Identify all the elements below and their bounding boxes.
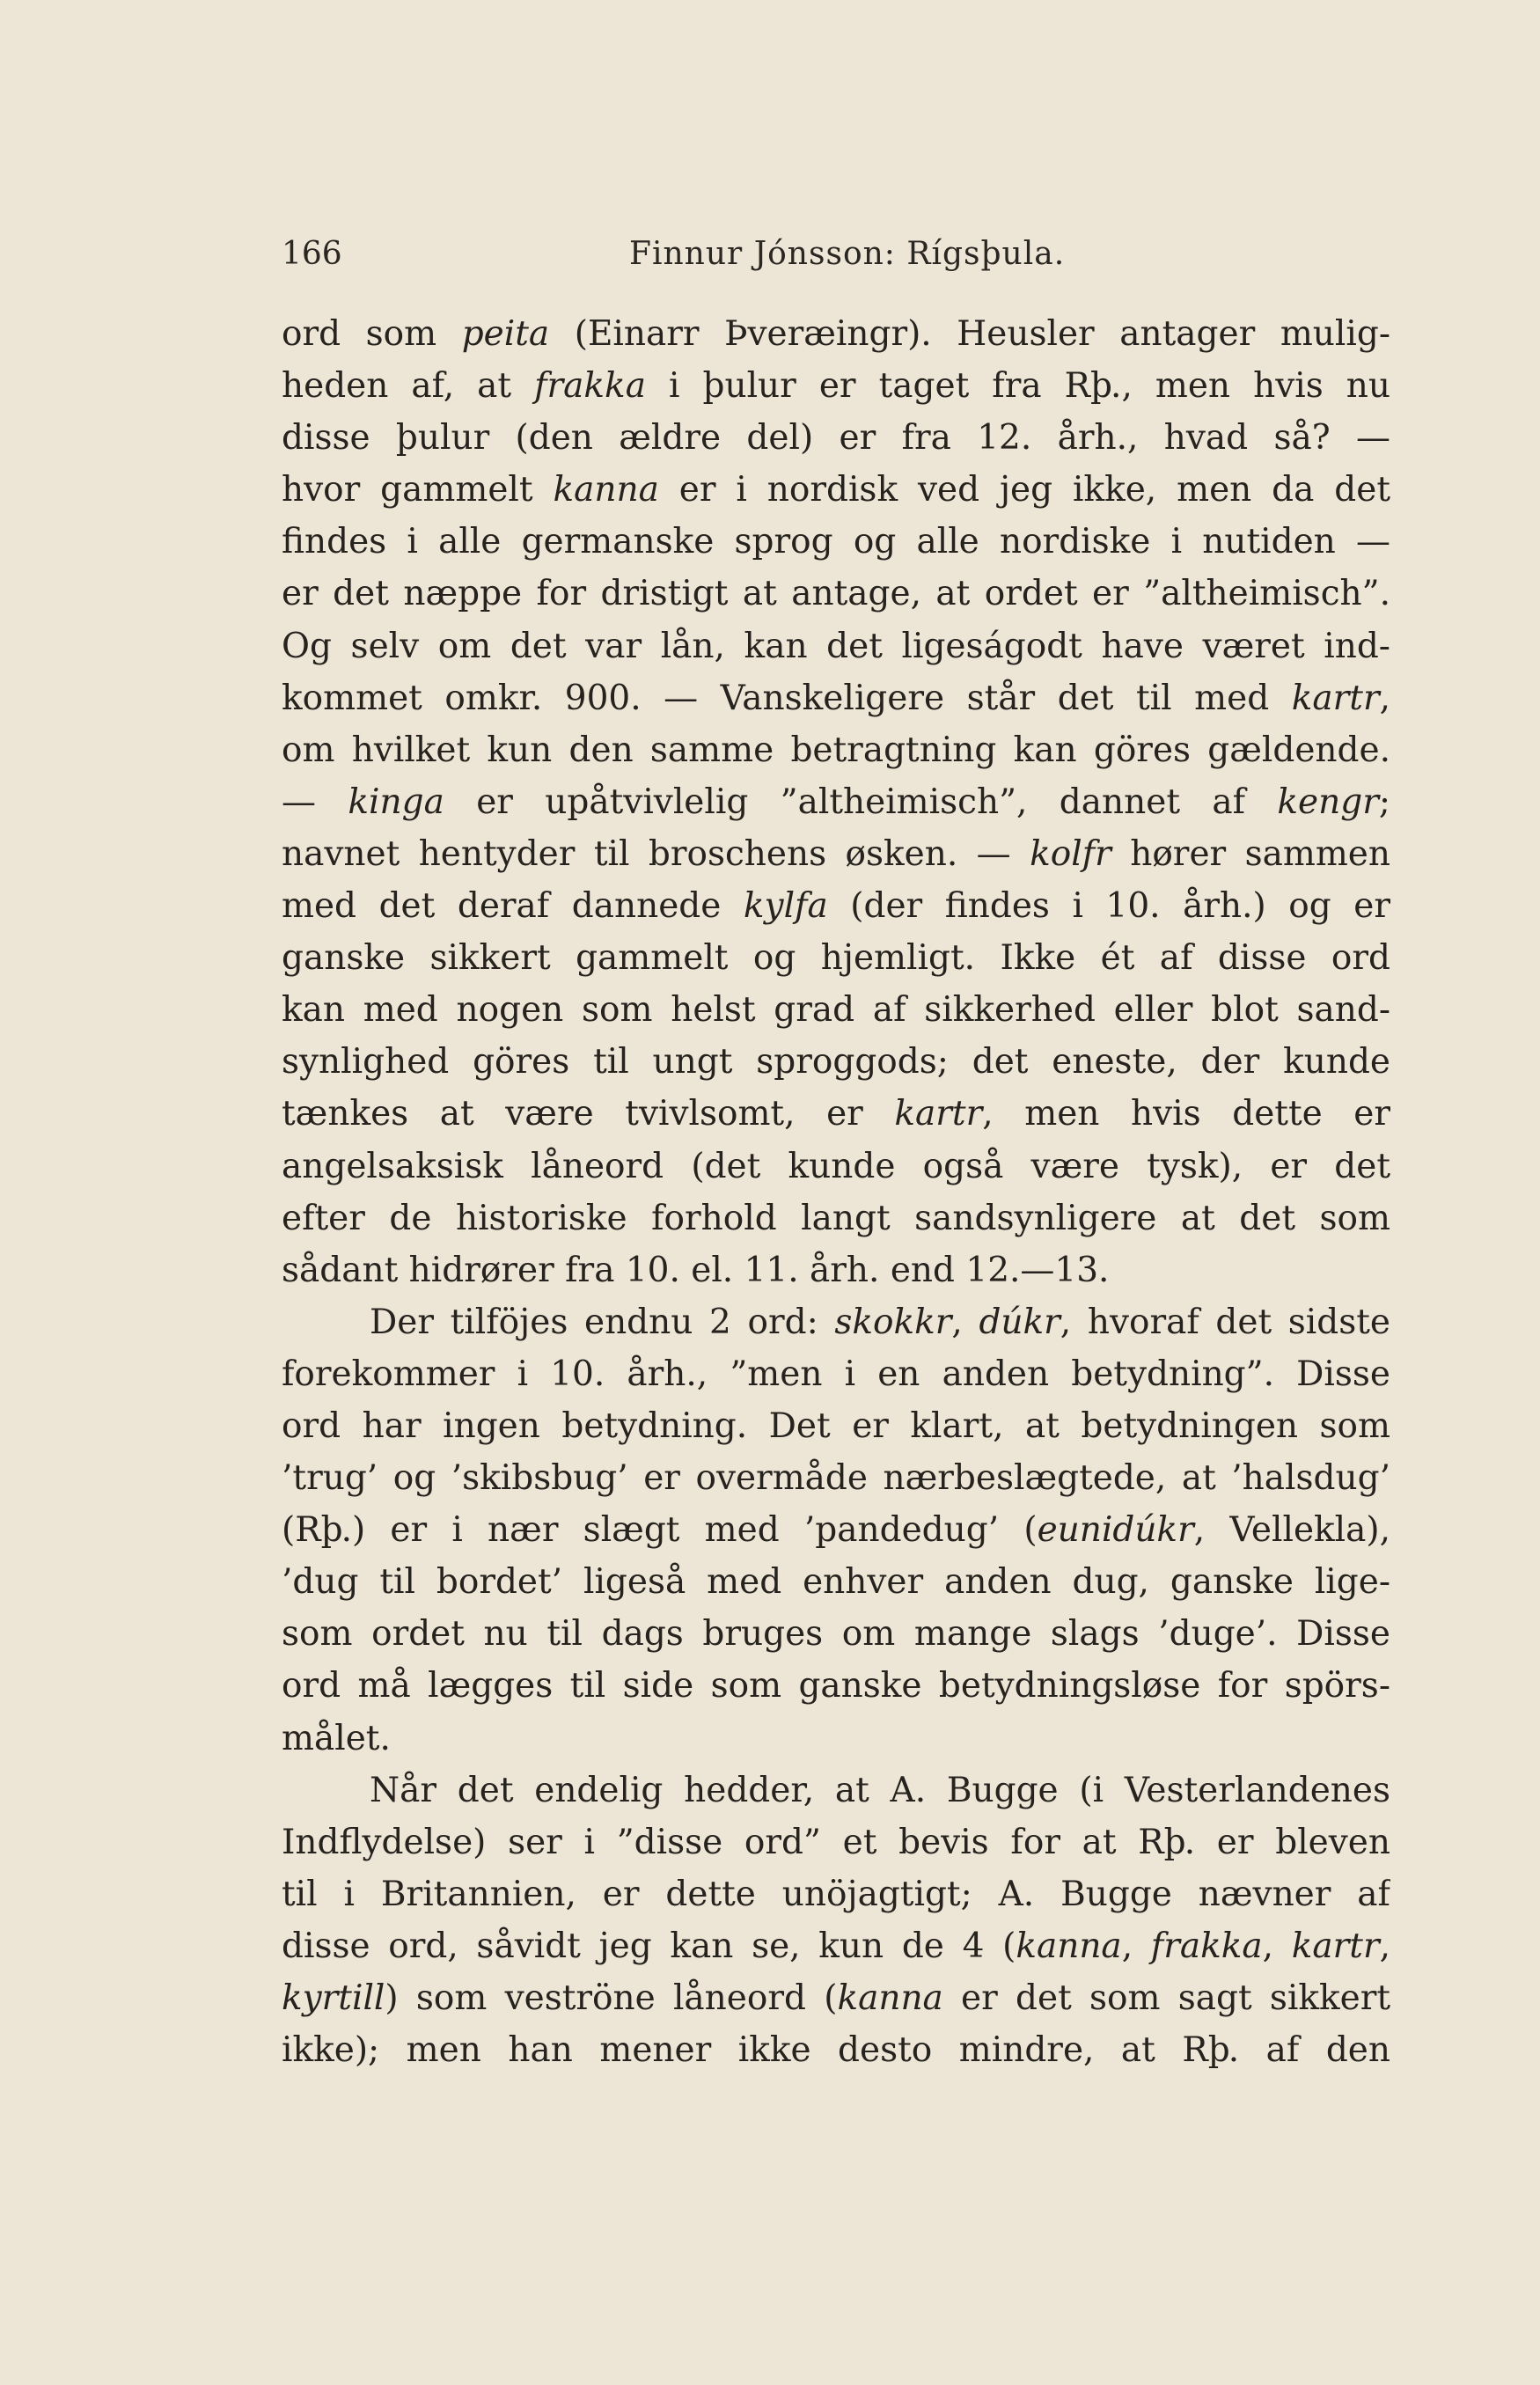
text-run: (Einarr Þveræingr). Heusler antager mulig-: [549, 314, 1390, 354]
text-run: med det deraf dannede: [282, 886, 744, 927]
text-run: Og selv om det var lån, kan det ligeságodt have været ind-: [282, 626, 1390, 666]
text-line: [282, 1504, 1390, 1556]
text-line: [282, 1141, 1390, 1192]
text-run: ord har ingen betydning. Det er klart, at betydningen som: [282, 1405, 1390, 1446]
text-run: disse ord, såvidt jeg kan se, kun de 4 (: [282, 1926, 1016, 1966]
text-run: tænkes at være tvivlsomt, er: [282, 1094, 895, 1134]
text-run: ,: [1379, 678, 1390, 718]
italic-word: kanna: [553, 470, 659, 510]
text-run: (der findes i 10. årh.) og er: [827, 886, 1390, 927]
text-line: [282, 932, 1390, 984]
text-line: [282, 568, 1390, 620]
italic-word: kartr: [1291, 1926, 1380, 1966]
text-run: ,: [1262, 1926, 1292, 1966]
text-line: [282, 984, 1390, 1036]
text-run: synlighed göres til ungt sproggods; det eneste, der kunde: [282, 1042, 1390, 1082]
text-line: [282, 1868, 1390, 1920]
italic-word: kyrtill: [282, 1978, 385, 2018]
text-run: disse þulur (den ældre del) er fra 12. årh., hvad så? —: [282, 418, 1390, 459]
text-line: [282, 1036, 1390, 1088]
text-run: er upåtvivlelig ”altheimisch”, dannet af: [444, 782, 1278, 822]
text-run: som ordet nu til dags bruges om mange slags ’duge’. Disse: [282, 1614, 1390, 1655]
text-run: ord må lægges til side som ganske betydningsløse for spörs-: [282, 1666, 1390, 1706]
text-line: [282, 1660, 1390, 1712]
text-run: ;: [1378, 782, 1390, 822]
text-line: [282, 1713, 1390, 1765]
text-line: [282, 464, 1390, 516]
text-line: [282, 1400, 1390, 1452]
text-line: [282, 1816, 1390, 1868]
text-run: kommet omkr. 900. — Vanskeligere står det til med: [282, 678, 1292, 718]
text-run: ikke); men han mener ikke desto mindre, at Rþ. af den: [282, 2030, 1390, 2071]
text-run: Indflydelse) ser i ”disse ord” et bevis for at Rþ. er bleven: [282, 1822, 1390, 1862]
text-run: (Rþ.) er i nær slægt med ’pandedug’ (: [282, 1510, 1038, 1551]
text-run: , men hvis dette er: [982, 1094, 1390, 1134]
body-text: [282, 308, 1390, 2076]
text-line: [282, 620, 1390, 672]
text-run: , Vellekla),: [1193, 1510, 1390, 1551]
text-run: i þulur er taget fra Rþ., men hvis nu: [645, 366, 1390, 407]
text-line: [282, 516, 1390, 568]
italic-word: kartr: [894, 1094, 983, 1134]
text-line: [282, 724, 1390, 776]
italic-word: kartr: [1291, 678, 1380, 718]
italic-word: kinga: [348, 782, 444, 822]
text-run: —: [282, 782, 348, 822]
page-number: 166: [282, 236, 342, 272]
italic-word: kolfr: [1030, 833, 1111, 874]
italic-word: kanna: [837, 1978, 943, 2018]
text-run: ,: [1379, 1926, 1390, 1966]
text-run: Når det endelig hedder, at A. Bugge (i Vesterlandenes: [370, 1770, 1390, 1810]
text-line: [282, 1920, 1390, 1972]
text-line: [282, 1608, 1390, 1660]
text-run: er det næppe for dristigt at antage, at ordet er ”altheimisch”.: [282, 574, 1390, 614]
text-line: [282, 1348, 1390, 1400]
italic-word: frakka: [1150, 1926, 1263, 1966]
text-line: [282, 1452, 1390, 1504]
text-run: ) som veströne låneord (: [385, 1978, 838, 2018]
text-line: [282, 412, 1390, 464]
text-run: Der tilföjes endnu 2 ord:: [370, 1302, 835, 1342]
italic-word: dúkr: [979, 1302, 1060, 1342]
running-head: Finnur Jónsson: Rígsþula.: [629, 236, 1066, 272]
text-line: [282, 308, 1390, 360]
text-line: [282, 880, 1390, 932]
text-line: [282, 1088, 1390, 1140]
text-run: målet.: [282, 1718, 391, 1758]
text-line: [282, 1556, 1390, 1608]
text-run: ’trug’ og ’skibsbug’ er overmåde nærbeslægtede, at ’halsdug’: [282, 1458, 1390, 1499]
text-line: [282, 672, 1390, 724]
text-run: hvor gammelt: [282, 470, 554, 510]
italic-word: skokkr: [834, 1302, 952, 1342]
italic-word: kanna: [1016, 1926, 1122, 1966]
text-run: er det som sagt sikkert: [942, 1978, 1390, 2018]
text-run: sådant hidrører fra 10. el. 11. årh. end 12.—13.: [282, 1250, 1110, 1290]
text-run: om hvilket kun den samme betragtning kan göres gældende.: [282, 730, 1390, 770]
text-run: navnet hentyder til broschens øsken. —: [282, 833, 1030, 874]
text-run: angelsaksisk låneord (det kunde også være tysk), er det: [282, 1146, 1390, 1186]
text-run: ,: [1121, 1926, 1151, 1966]
text-line: [282, 1296, 1390, 1348]
text-run: til i Britannien, er dette unöjagtigt; A. Bugge nævner af: [282, 1874, 1390, 1914]
text-line: [282, 360, 1390, 412]
text-run: ’dug til bordet’ ligeså med enhver anden dug, ganske lige-: [282, 1562, 1390, 1603]
text-run: hører sammen: [1111, 833, 1390, 874]
text-run: , hvoraf det sidste: [1060, 1302, 1390, 1342]
text-run: ganske sikkert gammelt og hjemligt. Ikke ét af disse ord: [282, 938, 1390, 979]
text-run: heden af, at: [282, 366, 535, 407]
page-header: [282, 236, 1390, 280]
italic-word: frakka: [534, 366, 646, 407]
text-line: [282, 1244, 1390, 1296]
text-line: [282, 1765, 1390, 1816]
text-run: ord som: [282, 314, 462, 354]
text-line: [282, 2024, 1390, 2076]
text-line: [282, 776, 1390, 828]
italic-word: eunidúkr: [1037, 1510, 1194, 1551]
text-run: ,: [951, 1302, 979, 1342]
italic-word: peita: [461, 314, 550, 354]
text-line: [282, 1192, 1390, 1244]
text-run: findes i alle germanske sprog og alle nordiske i nutiden —: [282, 522, 1390, 562]
italic-word: kylfa: [743, 886, 828, 927]
text-run: efter de historiske forhold langt sandsynligere at det som: [282, 1198, 1390, 1238]
text-line: [282, 1972, 1390, 2024]
text-run: kan med nogen som helst grad af sikkerhed eller blot sand-: [282, 990, 1390, 1031]
text-run: forekommer i 10. årh., ”men i en anden betydning”. Disse: [282, 1354, 1390, 1394]
italic-word: kengr: [1277, 782, 1379, 822]
text-line: [282, 828, 1390, 880]
text-run: er i nordisk ved jeg ikke, men da det: [658, 470, 1390, 510]
